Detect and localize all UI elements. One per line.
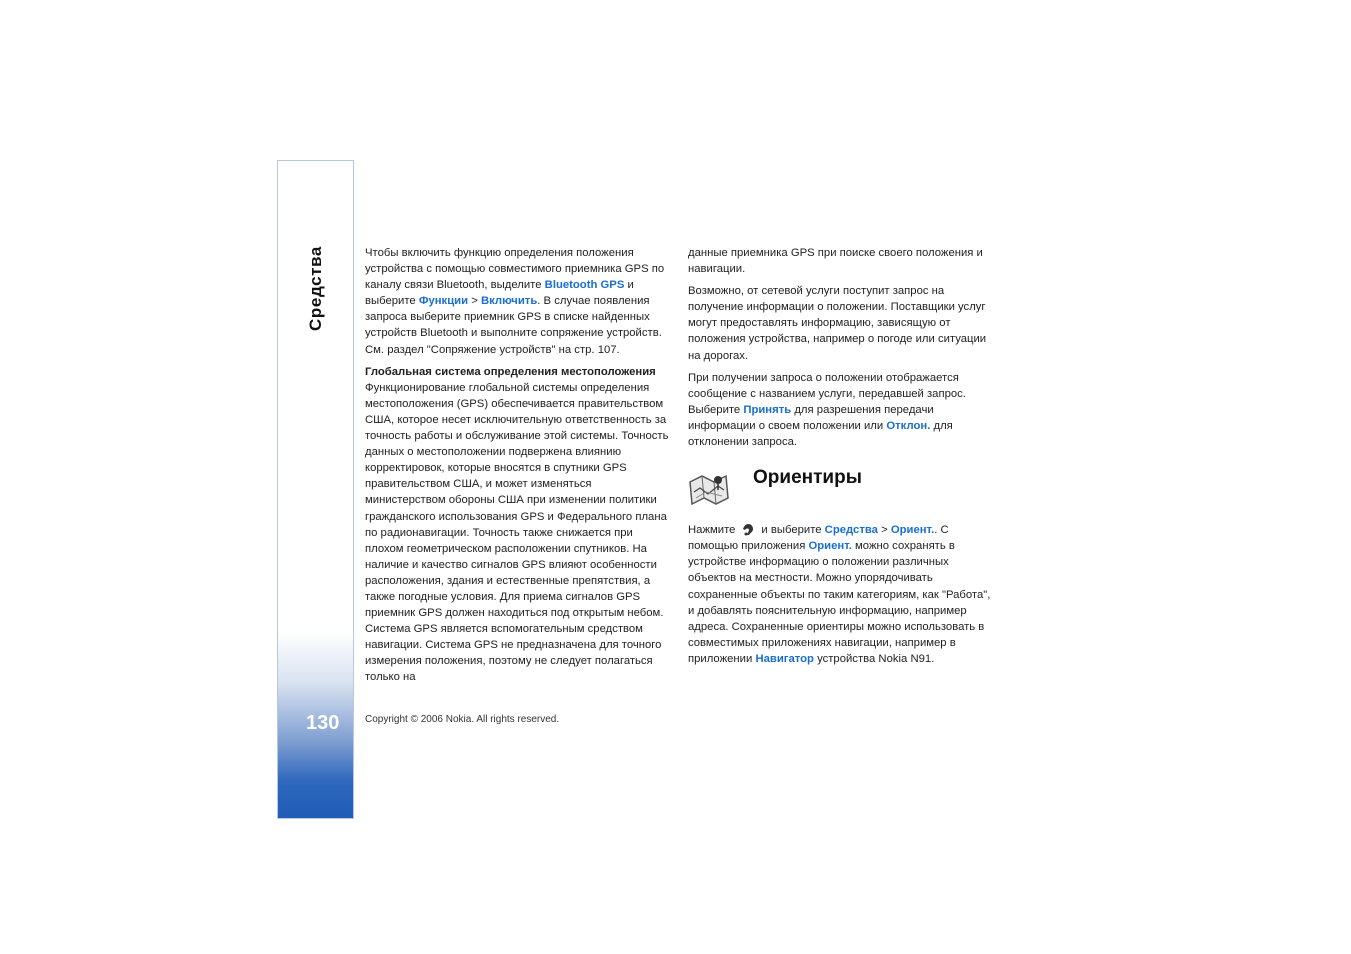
paragraph-network-service: Возможно, от сетевой услуги поступит запрос на получение информации о положении. Поставщики услуг могут предоставлять информацию, зависящую от положения устройства, например о погоде или ситуации на дорогах. [688,285,987,362]
paragraph-gps-disclaimer: Глобальная система определения местоположения Функционирование глобальной системы определения местоположения (GPS) обеспечивается правительством США, которое несет исключительную ответственность за точность работы и обслуживание этой системы. Точность данных о местоположении подвержена влиянию корректировок, которые вносятся в спутники GPS правительством США, и может изменяться министерством обороны США при изменении политики гражданского использования GPS и Федерального плана по радионавигации. Точность также снижается при плохом геометрическом расположении спутников. На наличие и качество сигналов GPS влияют особенности расположения, здания и естественные препятствия, а также погодные условия. Для приема сигналов GPS приемник GPS должен находиться под открытым небом. Система GPS является вспомогательным средством навигации. Система GPS не предназначена для точного измерения положения, поэтому не следует полагаться только на [365,365,669,684]
text-column-left [365,245,670,692]
menu-ref-accept: Принять [743,403,792,416]
paragraph-landmarks: Нажмите и выберите Средства > Ориент.. С помощью приложения Ориент. можно сохранять в устройстве информацию о положении различных объектов на местности. Можно упорядочивать сохраненные объекты по таким категориям, как "Работа", и добавлять пояснительную информацию, например адреса. Сохраненные ориентиры можно использовать в совместимых приложениях навигации, например в приложении Навигатор устройства Nokia N91. [688,524,991,665]
menu-ref-bluetooth-gps: Bluetooth GPS [544,279,625,292]
paragraph-bluetooth-gps: Чтобы включить функцию определения положения устройства с помощью совместимого приемника GPS по каналу связи Bluetooth, выделите Bluetooth GPS и выберите Функции > Включить. В случае появления запроса выберите приемник GPS в списке найденных устройств Bluetooth и выполните сопряжение устройств. См. раздел "Сопряжение устройств" на стр. 107. [365,247,665,356]
paragraph-position-request: При получении запроса о положении отображается сообщение с названием услуги, передавшей запрос. Выберите Принять для разрешения передачи информации о своем положении или Отклон. для отклонении запроса. [688,371,966,449]
menu-ref-landmarks: Ориент. [890,524,935,537]
copyright-notice: Copyright © 2006 Nokia. All rights reserved. [365,714,560,725]
app-ref-landmarks: Ориент. [808,540,852,553]
menu-ref-enable: Включить [480,295,538,308]
menu-ref-options: Функции [418,295,469,308]
text-column-right [688,245,998,673]
app-ref-navigator: Навигатор [755,652,814,665]
section-heading [688,464,998,512]
paragraph-continued: данные приемника GPS при поиске своего положения и навигации. [688,247,983,276]
menu-ref-reject: Отклон. [886,419,931,432]
menu-ref-tools: Средства [824,524,878,537]
menu-key-icon [741,523,755,537]
chapter-title: Средства [306,246,325,331]
subheading-gps: Глобальная система определения местоположения [365,365,656,378]
section-title-landmarks: Ориентиры [753,467,862,489]
chapter-title-vertical [306,246,330,336]
page-number: 130 [306,712,340,734]
landmarks-map-icon [688,470,730,506]
